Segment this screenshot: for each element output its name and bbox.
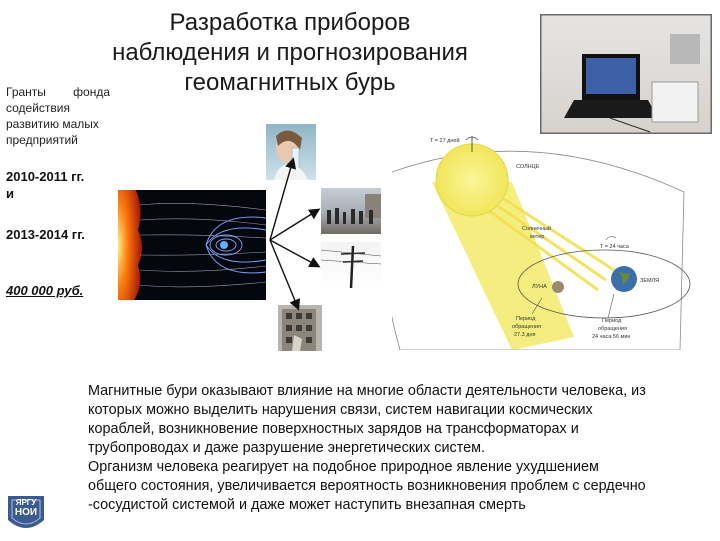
period-1 xyxy=(6,168,116,202)
university-logo xyxy=(4,490,48,536)
power-pole-photo xyxy=(321,242,381,288)
laptop-device-photo xyxy=(540,14,712,134)
grants-line: содействия xyxy=(6,101,70,115)
sun-period-label: T = 27 дней xyxy=(430,138,460,144)
sun-circle xyxy=(436,144,508,216)
earth-period-1: Период xyxy=(602,318,622,324)
magnetosphere-image xyxy=(118,190,266,300)
description-line: кораблей, возникновение поверхностных зарядов на трансформаторах и xyxy=(88,421,579,437)
moon-period-3: 27.3 дня xyxy=(514,332,536,338)
description-line: Магнитные бури оказывают влияние на многие области деятельности человека, из xyxy=(88,383,646,399)
description-text xyxy=(88,382,718,515)
moon-label: ЛУНА xyxy=(532,284,547,290)
solar-wind-label-2: ветер xyxy=(530,234,545,240)
laptop-device-illustration xyxy=(540,14,712,134)
grants-line: развитию малых xyxy=(6,117,99,131)
earth-day-label: T = 24 часа xyxy=(600,244,629,250)
logo-text-line-2: НОИ xyxy=(14,507,38,518)
crowd-illustration xyxy=(321,188,381,234)
page-title xyxy=(80,8,500,98)
moon-period-2: обращения xyxy=(512,324,541,330)
grants-caption xyxy=(6,84,110,148)
earth-period-2: обращения xyxy=(598,326,627,332)
sun-earth-moon-diagram xyxy=(392,132,692,350)
description-line: Организм человека реагирует на подобное природное явление ухудшением xyxy=(88,459,599,475)
grants-line: предприятий xyxy=(6,133,78,147)
power-pole-illustration xyxy=(321,242,381,288)
title-line-1: Разработка приборов xyxy=(169,9,411,36)
logo-text-line-1: ЯРГУ xyxy=(15,498,37,507)
impact-arrows xyxy=(260,140,330,330)
description-line: общего состояния, увеличивается вероятность возникновения проблем с сердечно xyxy=(88,478,646,494)
moon-circle xyxy=(552,281,564,293)
sun-label: СОЛНЦЕ xyxy=(516,164,540,170)
magnetosphere-illustration xyxy=(118,190,266,300)
period-conjunction: и xyxy=(6,186,14,201)
period-2: 2013-2014 гг. xyxy=(6,227,85,242)
earth-label: ЗЕМЛЯ xyxy=(640,278,660,284)
arrow-to-power xyxy=(270,240,318,266)
title-line-2: наблюдения и прогнозирования xyxy=(112,39,468,66)
solar-wind-label-1: Солнечный xyxy=(522,226,551,232)
period-years-1: 2010-2011 гг. xyxy=(6,169,85,184)
description-line: трубопроводах и даже разрушение энергетических систем. xyxy=(88,440,486,456)
title-line-3: геомагнитных бурь xyxy=(184,69,396,96)
arrow-to-buildings xyxy=(270,240,298,308)
grants-line: Гранты фонда xyxy=(6,85,110,99)
description-line: -сосудистой системой и даже может наступить внезапная смерть xyxy=(88,497,526,513)
crowd-photo xyxy=(321,188,381,234)
description-line: которых можно выделить нарушения связи, систем навигации космических xyxy=(88,402,593,418)
earth-period-3: 24 часа 56 мин xyxy=(592,334,631,340)
grant-amount: 400 000 руб. xyxy=(6,283,84,298)
moon-period-1: Период xyxy=(516,316,536,322)
